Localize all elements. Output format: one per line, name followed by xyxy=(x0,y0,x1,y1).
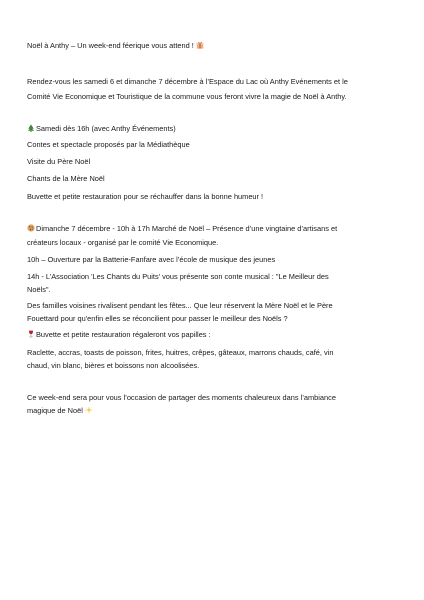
cookie-icon xyxy=(27,224,35,232)
saturday-heading xyxy=(27,124,399,134)
closing-text: magique de Noël xyxy=(27,406,83,415)
christmas-tree-icon xyxy=(27,124,35,132)
buvette-line xyxy=(27,330,399,340)
saturday-item: Chants de la Mère Noël xyxy=(27,174,105,183)
sparkles-icon xyxy=(85,406,93,414)
saturday-item: Buvette et petite restauration pour se réchauffer dans la bonne humeur ! xyxy=(27,192,264,201)
sunday-heading-text: Dimanche 7 décembre - 10h à 17h Marché de Noël – Présence d’une vingtaine d’artisans et xyxy=(36,224,338,233)
conte-line-2: Noëls". xyxy=(27,285,51,294)
buvette-text: Buvette et petite restauration régaleront vos papilles : xyxy=(36,330,211,339)
conte-line-1: 14h - L’Association 'Les Chants du Puits' vous présente son conte musical : "Le Meilleur des xyxy=(27,272,329,281)
families-line-2: Fouettard pour qu'enfin elles se réconcilient pour passer le meilleur des Noëls ? xyxy=(27,314,288,323)
sunday-heading-line-1 xyxy=(27,224,399,234)
wine-glass-icon xyxy=(27,330,35,338)
fanfare-line: 10h – Ouverture par la Batterie-Fanfare avec l’école de musique des jeunes xyxy=(27,255,276,264)
closing-line-1: Ce week-end sera pour vous l’occasion de partager des moments chaleureux dans l’ambiance xyxy=(27,393,336,402)
saturday-item: Contes et spectacle proposés par la Médiathèque xyxy=(27,140,190,149)
saturday-heading-text: Samedi dès 16h (avec Anthy Événements) xyxy=(36,124,176,133)
menu-line-2: chaud, vin blanc, bières et boissons non alcoolisées. xyxy=(27,361,200,370)
saturday-item: Visite du Père Noël xyxy=(27,157,91,166)
intro-line-2: Comité Vie Economique et Touristique de la commune vous feront vivre la magie de Noël à Anthy. xyxy=(27,92,347,101)
sunday-heading-line-2: créateurs locaux - organisé par le comité Vie Economique. xyxy=(27,238,219,247)
menu-line-1: Raclette, accras, toasts de poisson, frites, huitres, crêpes, gâteaux, marrons chauds, café, vin xyxy=(27,348,334,357)
intro-line-1: Rendez-vous les samedi 6 et dimanche 7 décembre à l’Espace du Lac où Anthy Evénements et le xyxy=(27,77,348,86)
gift-emoji-icon xyxy=(196,41,204,49)
title-text: Noël à Anthy – Un week-end féerique vous attend ! xyxy=(27,41,194,50)
document-title xyxy=(27,41,399,51)
closing-line-2 xyxy=(27,406,399,416)
families-line-1: Des familles voisines rivalisent pendant les fêtes... Que leur réservent la Mère Noël et le Père xyxy=(27,301,333,310)
